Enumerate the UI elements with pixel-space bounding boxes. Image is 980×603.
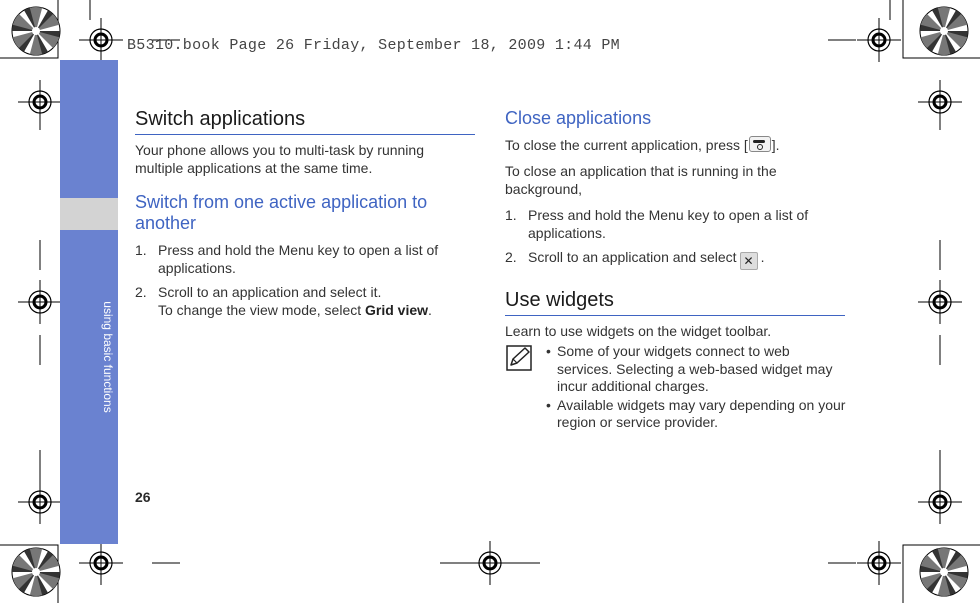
switch-intro-text: Your phone allows you to multi-task by running multiple applications at the same time. — [135, 142, 424, 176]
section-title-use-widgets: Use widgets — [505, 289, 614, 311]
page-number: 26 — [135, 489, 151, 505]
step-text: Scroll to an application and select it. — [158, 284, 382, 300]
subsection-title-switch-active: Switch from one active application to another — [135, 192, 428, 233]
close-background-text: To close an application that is running in the background, — [505, 163, 777, 197]
section-title-close-applications: Close applications — [505, 108, 652, 128]
step-text-suffix: . — [760, 249, 765, 265]
step-number: 2. — [135, 284, 147, 300]
list-item: • Some of your widgets connect to web services. Selecting a web-based widget may incur additional charges. — [546, 343, 846, 396]
close-steps-list — [505, 206, 845, 270]
title-rule — [505, 315, 845, 316]
widgets-intro-text: Learn to use widgets on the widget toolbar. — [505, 323, 772, 339]
grid-view-label: Grid view — [365, 302, 429, 318]
title-rule — [135, 134, 475, 135]
step-number: 1. — [505, 207, 517, 223]
close-current-suffix: ]. — [771, 137, 780, 153]
chapter-sidebar — [60, 60, 118, 544]
close-current-prefix: To close the current application, press [ — [505, 137, 748, 153]
sidebar-tab-marker — [60, 198, 118, 230]
list-item — [135, 283, 475, 319]
list-item: • Available widgets may vary depending on your region or service provider. — [546, 397, 846, 432]
note-pencil-icon — [506, 345, 532, 371]
close-x-icon: ✕ — [740, 252, 758, 270]
left-column — [135, 107, 475, 325]
print-file-stamp: B5310.book Page 26 Friday, September 18, 2009 1:44 PM — [127, 37, 620, 54]
list-item — [505, 248, 845, 270]
widget-notes — [546, 343, 846, 433]
switch-steps-list — [135, 241, 475, 319]
right-column — [505, 108, 845, 340]
step-text: Press and hold the Menu key to open a list of applications. — [528, 207, 809, 241]
close-current-text — [505, 136, 845, 154]
list-item — [135, 241, 475, 277]
step-number: 1. — [135, 242, 147, 258]
step-note-suffix: . — [428, 302, 432, 318]
section-title-switch-applications: Switch applications — [135, 108, 306, 130]
end-key-icon — [749, 136, 771, 152]
step-number: 2. — [505, 249, 517, 265]
step-text: Press and hold the Menu key to open a list of applications. — [158, 242, 439, 276]
list-item — [505, 206, 845, 242]
step-note-text: To change the view mode, select — [158, 302, 366, 318]
sidebar-section-label: using basic functions — [101, 301, 115, 413]
step-text: Scroll to an application and select — [528, 249, 737, 265]
